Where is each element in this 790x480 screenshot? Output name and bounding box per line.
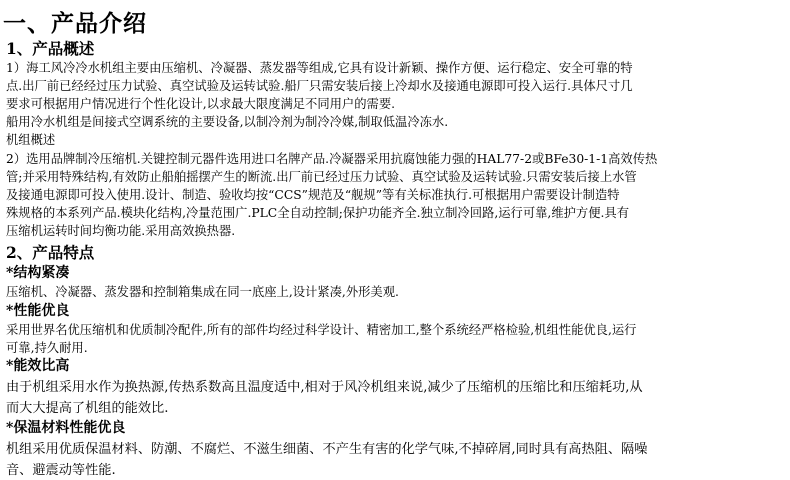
para1-line: 点.出厂前已经经过压力试验、真空试验及运转试验.船厂只需安装后接上冷却水及接通电源即可投入运行.具体尺寸几 <box>6 79 633 93</box>
feature-text: 而大大提高了机组的能效比. <box>6 401 169 416</box>
feature-title: *能效比高 <box>6 358 70 374</box>
feature-text: 采用世界名优压缩机和优质制冷配件,所有的部件均经过科学设计、精密加工,整个系统经严格检验,机组性能优良,运行 <box>6 323 637 337</box>
para1-line: 要求可根据用户情况进行个性化设计,以求最大限度满足不同用户的需要. <box>6 97 396 111</box>
feature-text: 机组采用优质保温材料、防潮、不腐烂、不滋生细菌、不产生有害的化学气味,不掉碎屑,同时具有高热阻、隔噪 <box>6 442 648 457</box>
para2-line: 压缩机运转时间均衡功能.采用高效换热器. <box>6 224 236 238</box>
feature-title: *结构紧凑 <box>6 265 70 281</box>
para2-line: 及接通电源即可投入使用.设计、制造、验收均按“CCS”规范及“舰规”等有关标准执行.可根据用户需要设计制造特 <box>6 188 620 202</box>
feature-title: *保温材料性能优良 <box>6 420 126 436</box>
para2-line: 殊规格的本系列产品.模块化结构,冷量范围广.PLC全自动控制;保护功能齐全.独立制冷回路,运行可靠,维护方便.具有 <box>6 206 630 220</box>
feature-title: *性能优良 <box>6 303 70 319</box>
feature-text: 由于机组采用水作为换热源,传热系数高且温度适中,相对于风冷机组来说,减少了压缩机的压缩比和压缩耗功,从 <box>6 380 643 395</box>
para1-line: 1）海工风冷冷水机组主要由压缩机、冷凝器、蒸发器等组成,它具有设计新颖、操作方便、运行稳定、安全可靠的特 <box>6 61 633 75</box>
overview-heading: 1、产品概述 <box>6 39 95 58</box>
page-title: 一、产品介绍 <box>3 10 147 37</box>
para1-line: 机组概述 <box>6 133 56 147</box>
para2-line: 2）选用品牌制冷压缩机.关键控制元器件选用进口名牌产品.冷凝器采用抗腐蚀能力强的HAL77-2或BFe30-1-1高效传热 <box>6 152 658 166</box>
para2-line: 管;并采用特殊结构,有效防止船舶摇摆产生的断流.出厂前已经过压力试验、真空试验及运转试验.只需安装后接上水管 <box>6 170 637 184</box>
feature-text: 可靠,持久耐用. <box>6 341 88 355</box>
features-heading: 2、产品特点 <box>6 243 95 262</box>
feature-text: 音、避震动等性能. <box>6 463 116 478</box>
feature-text: 压缩机、冷凝器、蒸发器和控制箱集成在同一底座上,设计紧凑,外形美观. <box>6 285 399 299</box>
para1-line: 船用冷水机组是间接式空调系统的主要设备,以制冷剂为制冷冷媒,制取低温冷冻水. <box>6 115 449 129</box>
